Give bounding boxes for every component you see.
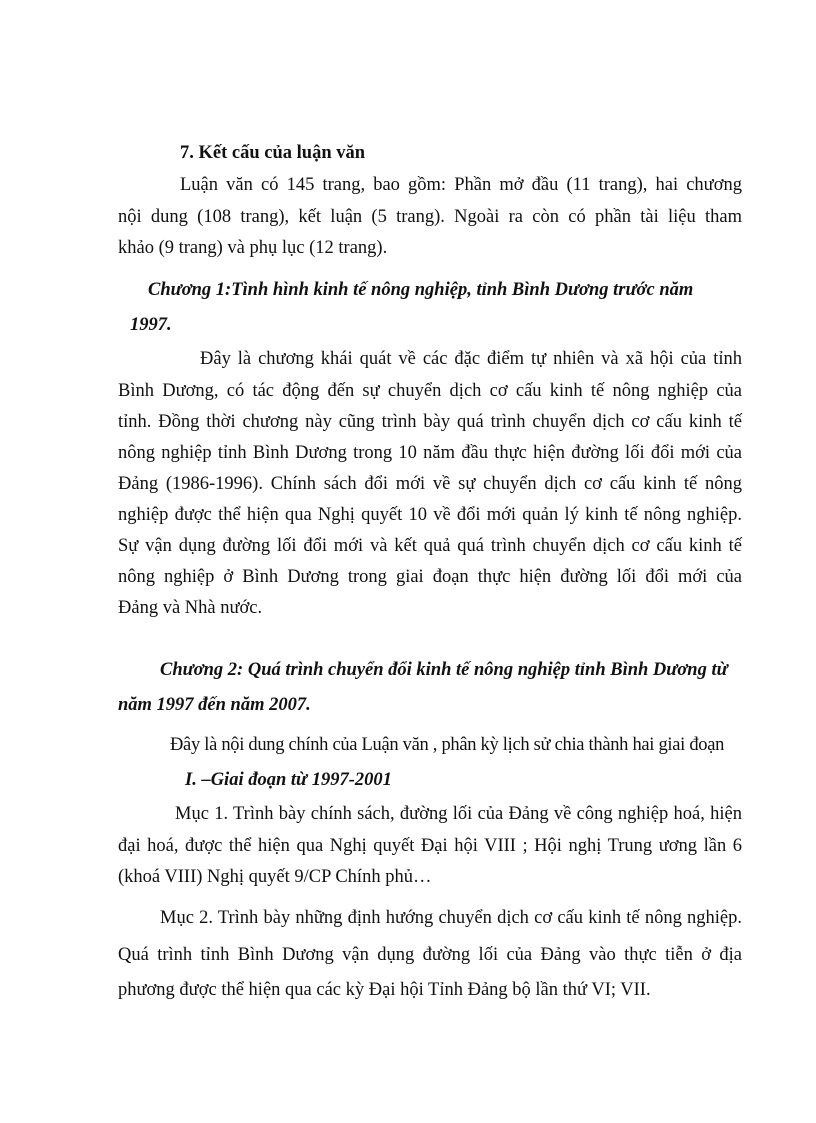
chapter-1-heading-line-2: 1997. bbox=[130, 315, 172, 335]
chapter-2-heading-line-2: năm 1997 đến năm 2007. bbox=[118, 695, 311, 715]
text-line: nội dung (108 trang), kết luận (5 trang). Ngoài ra còn có phần tài liệu tham bbox=[118, 207, 742, 227]
text-line: (khoá VIII) Nghị quyết 9/CP Chính phủ… bbox=[118, 867, 432, 887]
text-line: khảo (9 trang) và phụ lục (12 trang). bbox=[118, 238, 388, 258]
muc-2-line-1: Mục 2. Trình bày những định hướng chuyển dịch cơ cấu kinh tế nông nghiệp. bbox=[160, 908, 742, 928]
text-line: Đảng và Nhà nước. bbox=[118, 598, 263, 618]
text-line: Đảng (1986-1996). Chính sách đổi mới về sự chuyển dịch cơ cấu kinh tế nông bbox=[118, 474, 742, 494]
chapter-1-paragraph bbox=[118, 376, 742, 624]
text-line: đại hoá, được thể hiện qua Nghị quyết Đại hội VIII ; Hội nghị Trung ương lần 6 bbox=[118, 836, 742, 856]
text-line: Bình Dương, có tác động đến sự chuyển dịch cơ cấu kinh tế nông nghiệp của bbox=[118, 381, 742, 401]
chapter-1-line-1: Đây là chương khái quát về các đặc điểm tự nhiên và xã hội của tỉnh bbox=[200, 349, 742, 369]
chapter-1-heading-line-1: Chương 1:Tình hình kinh tế nông nghiệp, tỉnh Bình Dương trước năm bbox=[148, 280, 694, 300]
text-line: phương được thể hiện qua các kỳ Đại hội Tỉnh Đảng bộ lần thứ VI; VII. bbox=[118, 980, 651, 1000]
text-line: nghiệp được thể hiện qua Nghị quyết 10 về đổi mới quản lý kinh tế nông nghiệp. bbox=[118, 505, 742, 525]
text-line: nông nghiệp ở Bình Dương trong giai đoạn thực hiện đường lối đổi mới của bbox=[118, 567, 742, 587]
text-line: Quá trình tỉnh Bình Dương vận dụng đường lối của Đảng vào thực tiễn ở địa bbox=[118, 945, 742, 965]
chapter-2-intro: Đây là nội dung chính của Luận văn , phân kỳ lịch sử chia thành hai giai đoạn bbox=[170, 735, 725, 755]
chapter-2-heading-line-1: Chương 2: Quá trình chuyển đổi kinh tế nông nghiệp tỉnh Bình Dương từ bbox=[160, 660, 728, 680]
muc-1-line-1: Mục 1. Trình bày chính sách, đường lối của Đảng về công nghiệp hoá, hiện bbox=[175, 804, 742, 824]
section-7-heading: 7. Kết cấu của luận văn bbox=[180, 143, 366, 163]
period-heading: I. –Giai đoạn từ 1997-2001 bbox=[185, 770, 392, 790]
text-line: tỉnh. Đồng thời chương này cũng trình bày quá trình chuyển dịch cơ cấu kinh tế bbox=[118, 412, 742, 432]
muc-2-paragraph bbox=[118, 938, 742, 1008]
section-7-paragraph bbox=[118, 202, 742, 264]
text-line: Sự vận dụng đường lối đổi mới và kết quả quá trình chuyển dịch cơ cấu kinh tế bbox=[118, 536, 742, 556]
muc-1-paragraph bbox=[118, 831, 742, 893]
section-7-line-1: Luận văn có 145 trang, bao gồm: Phần mở đầu (11 trang), hai chương bbox=[180, 175, 742, 195]
text-line: nông nghiệp tỉnh Bình Dương trong 10 năm đầu thực hiện đường lối đổi mới của bbox=[118, 443, 742, 463]
